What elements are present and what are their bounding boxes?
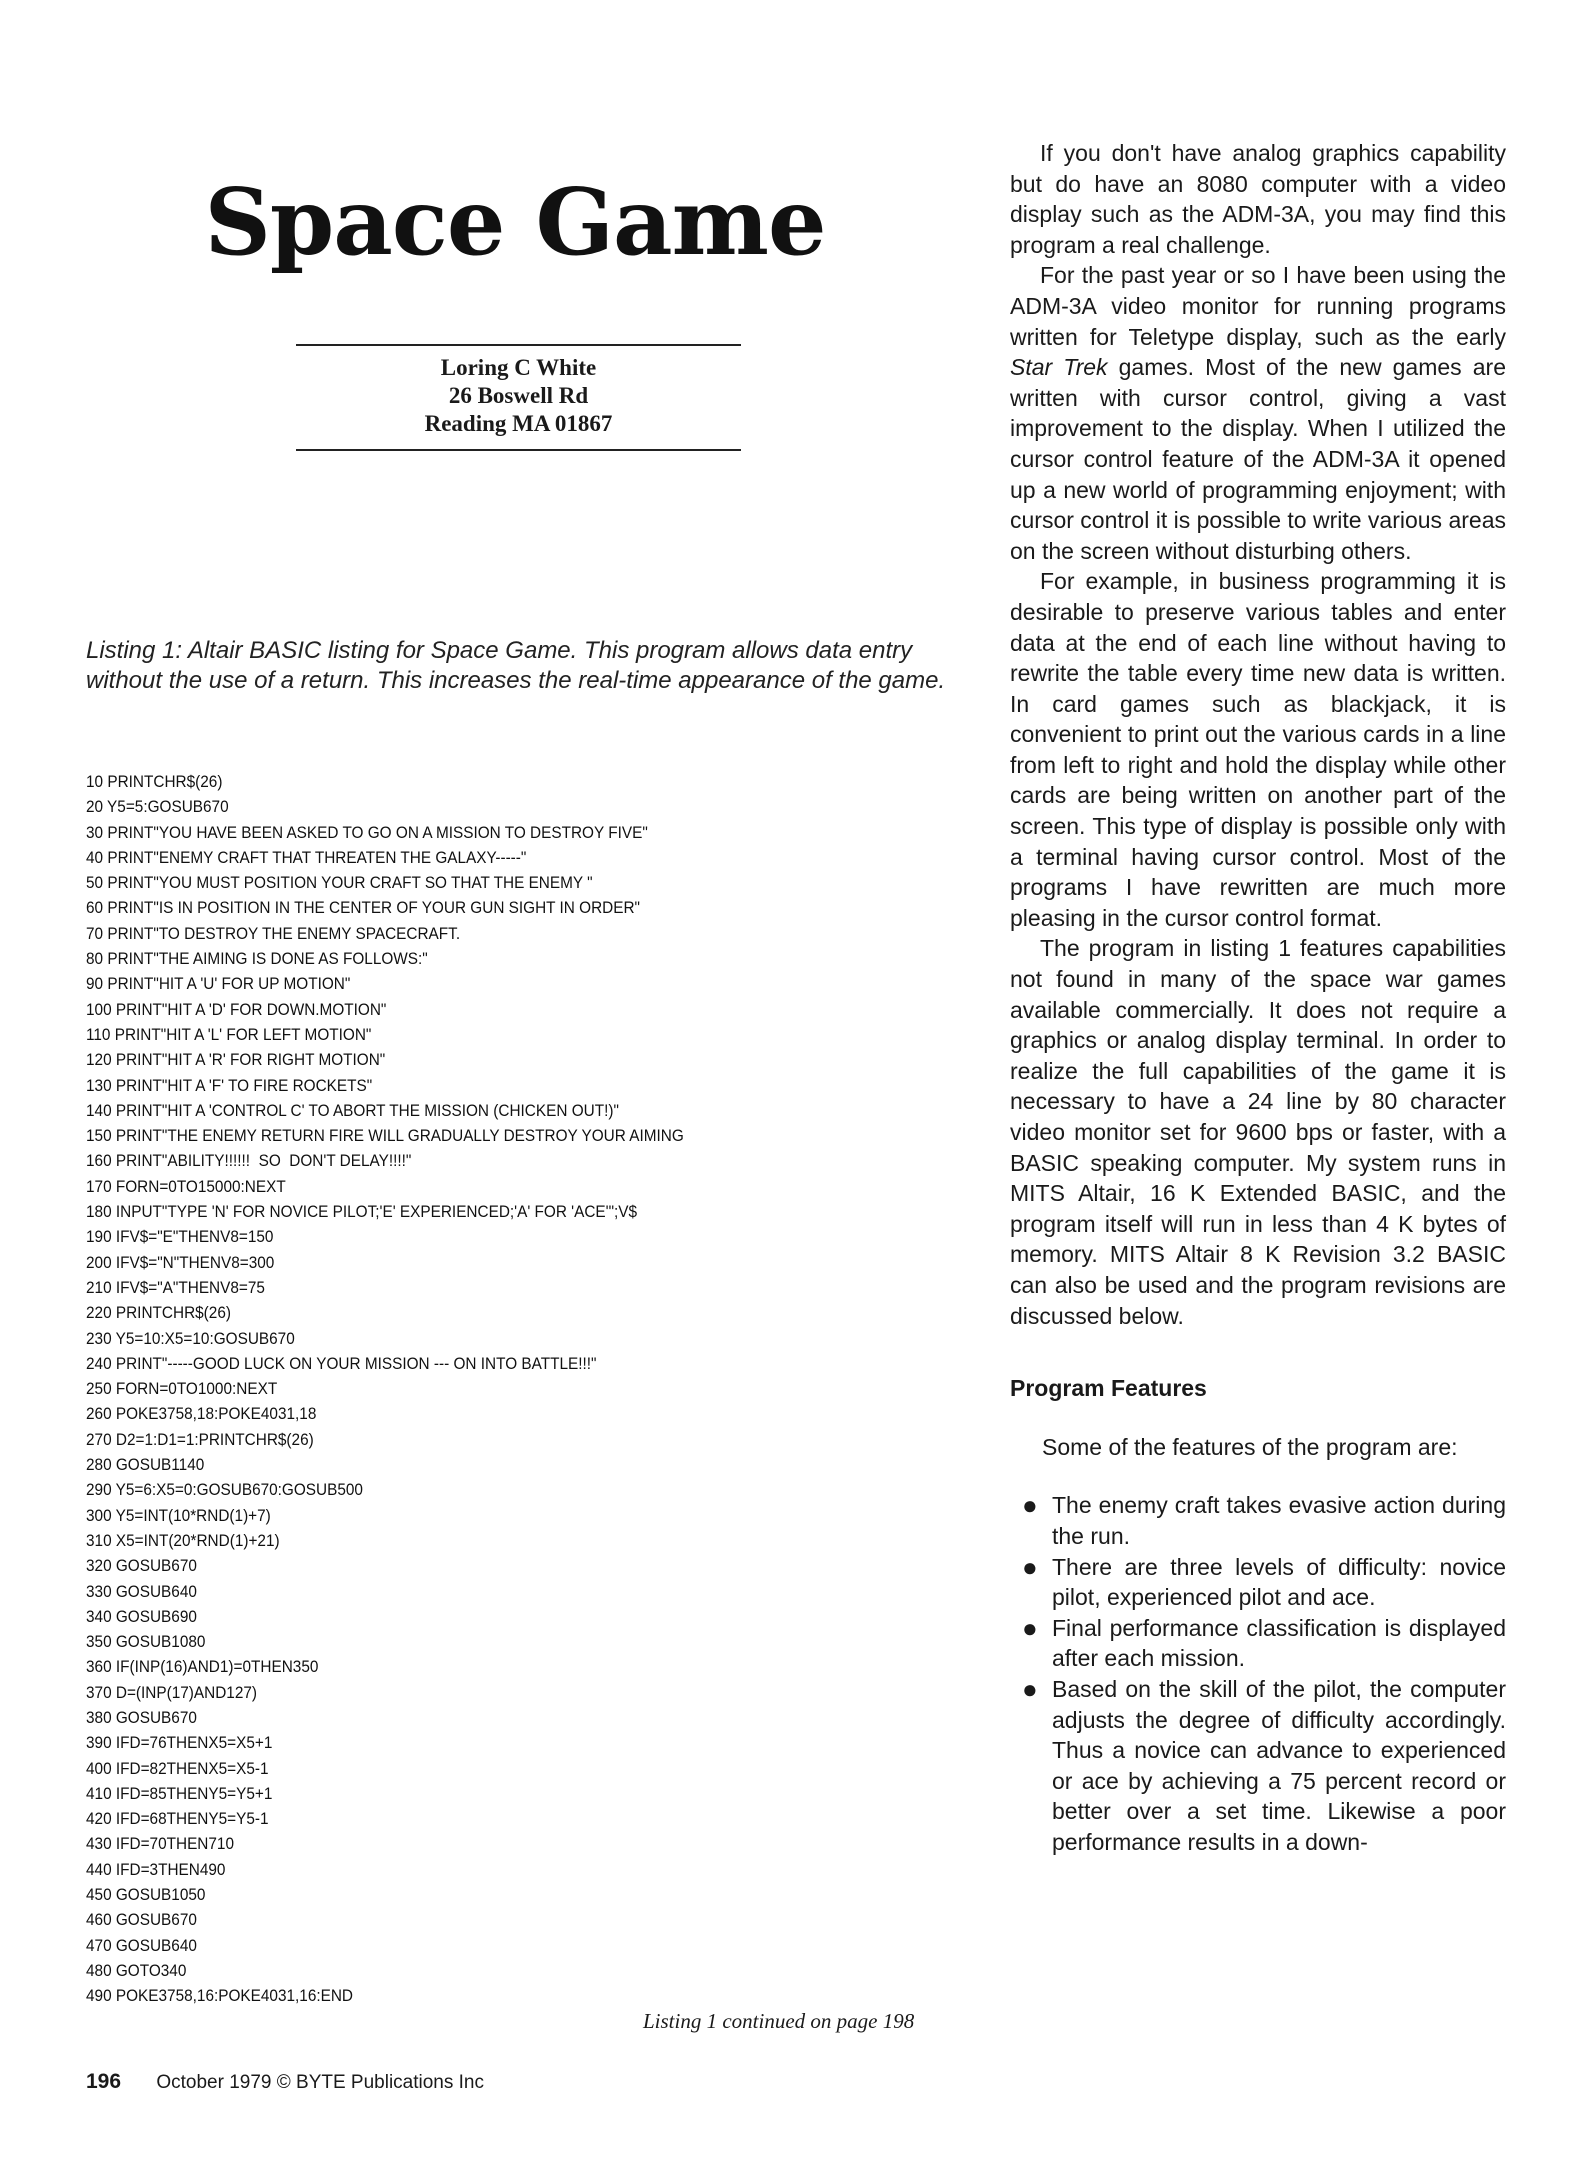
code-line: 10 PRINTCHR$(26) <box>86 773 223 791</box>
feature-text: Based on the skill of the pilot, the computer adjusts the degree of difficulty accordingly. Thus a novice can advance to experienced or ace by achieving a 75 percent record or better over a set time. Likewise a poor performance results in a down- <box>1052 1675 1506 1855</box>
code-line: 460 GOSUB670 <box>86 1911 197 1930</box>
paragraph-2-end: games. Most of the new games are written with cursor control, giving a vast improvement to the display. When I utilized the cursor control feature of the ADM-3A it opened up a new world of programming enjoyment; with cursor control it is possible to write various areas on the screen without disturbing others. <box>1010 354 1506 564</box>
code-line: 270 D2=1:D1=1:PRINTCHR$(26) <box>86 1430 314 1449</box>
code-line: 360 IF(INP(16)AND1)=0THEN350 <box>86 1658 319 1677</box>
code-line: 170 FORN=0TO15000:NEXT <box>86 1177 286 1196</box>
code-line: 440 IFD=3THEN490 <box>86 1860 226 1879</box>
code-line: 130 PRINT"HIT A 'F' TO FIRE ROCKETS" <box>86 1076 373 1095</box>
page-number: 196 <box>86 2070 122 2093</box>
code-line: 140 PRINT"HIT A 'CONTROL C' TO ABORT THE MISSION (CHICKEN OUT!)" <box>86 1101 619 1120</box>
paragraph-1: If you don't have analog graphics capability but do have an 8080 computer with a video display such as the ADM-3A, you may find this program a real challenge. <box>1010 140 1506 258</box>
code-line: 200 IFV$="N"THENV8=300 <box>86 1253 275 1272</box>
code-line: 330 GOSUB640 <box>86 1582 197 1601</box>
code-line: 120 PRINT"HIT A 'R' FOR RIGHT MOTION" <box>86 1051 386 1070</box>
code-line: 50 PRINT"YOU MUST POSITION YOUR CRAFT SO THAT THE ENEMY " <box>86 874 593 893</box>
listing-continued-note: Listing 1 continued on page 198 <box>643 2009 915 2033</box>
article-title: Space Game <box>204 168 826 276</box>
footer-copyright: October 1979 © BYTE Publications Inc <box>156 2072 484 2093</box>
code-line: 300 Y5=INT(10*RND(1)+7) <box>86 1506 271 1525</box>
code-line: 20 Y5=5:GOSUB670 <box>86 798 229 817</box>
code-line: 60 PRINT"IS IN POSITION IN THE CENTER OF YOUR GUN SIGHT IN ORDER" <box>86 899 641 918</box>
paragraph-2-start: For the past year or so I have been using the ADM-3A video monitor for running programs written for Teletype display, such as the early <box>1010 262 1506 350</box>
author-name: Loring C White <box>440 355 597 380</box>
feature-text: Final performance classification is displayed after each mission. <box>1052 1614 1506 1672</box>
code-line: 190 IFV$="E"THENV8=150 <box>86 1228 274 1247</box>
author-street: 26 Boswell Rd <box>448 383 589 408</box>
code-line: 100 PRINT"HIT A 'D' FOR DOWN.MOTION" <box>86 1000 387 1019</box>
feature-item <box>1010 1674 1506 1858</box>
code-line: 320 GOSUB670 <box>86 1557 197 1576</box>
feature-item <box>1010 1613 1506 1674</box>
body-column <box>1010 138 1506 1857</box>
author-city: Reading MA 01867 <box>424 411 613 436</box>
code-line: 80 PRINT"THE AIMING IS DONE AS FOLLOWS:" <box>86 950 428 969</box>
code-line: 150 PRINT"THE ENEMY RETURN FIRE WILL GRADUALLY DESTROY YOUR AIMING <box>86 1127 684 1146</box>
star-trek-title: Star Trek <box>1010 354 1108 381</box>
code-line: 40 PRINT"ENEMY CRAFT THAT THREATEN THE GALAXY-----" <box>86 848 527 867</box>
code-line: 280 GOSUB1140 <box>86 1456 205 1475</box>
code-line: 470 GOSUB640 <box>86 1936 197 1955</box>
code-line: 290 Y5=6:X5=0:GOSUB670:GOSUB500 <box>86 1481 363 1500</box>
code-line: 240 PRINT"-----GOOD LUCK ON YOUR MISSION --- ON INTO BATTLE!!!" <box>86 1354 597 1373</box>
paragraph-3: For example, in business programming it is desirable to preserve various tables and enter data at the end of each line without having to rewrite the table every time new data is written. In card games such as blackjack, it is convenient to print out the various cards in a line from left to right and hold the display while other cards are being written on another part of the screen. This type of display is possible only with a terminal having cursor control. Most of the programs I have rewritten are much more pleasing in the cursor control format. <box>1010 568 1506 931</box>
code-line: 70 PRINT"TO DESTROY THE ENEMY SPACECRAFT. <box>86 924 461 943</box>
code-line: 260 POKE3758,18:POKE4031,18 <box>86 1405 317 1424</box>
code-line: 480 GOTO340 <box>86 1961 187 1980</box>
code-line: 490 POKE3758,16:POKE4031,16:END <box>86 1987 354 2006</box>
feature-text: The enemy craft takes evasive action during the run. <box>1052 1492 1506 1549</box>
page-footer <box>86 2070 484 2094</box>
code-line: 110 PRINT"HIT A 'L' FOR LEFT MOTION" <box>86 1025 372 1044</box>
paragraph-4: The program in listing 1 features capabilities not found in many of the space war games available commercially. It does not require a graphics or analog display terminal. In order to realize the full capabilities of the game it is necessary to have a 24 line by 80 character video monitor set for 9600 bps or faster, with a BASIC speaking computer. My system runs in MITS Altair, 16 K Extended BASIC, and the program itself will run in less than 4 K bytes of memory. MITS Altair 8 K Revision 3.2 BASIC can also be used and the program revisions are discussed below. <box>1010 935 1506 1329</box>
code-line: 250 FORN=0TO1000:NEXT <box>86 1380 278 1399</box>
code-line: 90 PRINT"HIT A 'U' FOR UP MOTION" <box>86 975 351 994</box>
bullet-icon: ● <box>1022 1551 1038 1582</box>
code-line: 430 IFD=70THEN710 <box>86 1835 235 1854</box>
code-line: 350 GOSUB1080 <box>86 1633 206 1652</box>
bullet-icon: ● <box>1022 1490 1038 1521</box>
features-list <box>1010 1490 1506 1857</box>
code-line: 160 PRINT"ABILITY!!!!!! SO DON'T DELAY!!!!" <box>86 1152 412 1171</box>
code-line: 370 D=(INP(17)AND127) <box>86 1683 258 1702</box>
section-heading: Program Features <box>1010 1375 1207 1402</box>
divider-top <box>296 344 741 346</box>
code-line: 380 GOSUB670 <box>86 1708 197 1727</box>
code-line: 210 IFV$="A"THENV8=75 <box>86 1278 265 1297</box>
bullet-icon: ● <box>1022 1612 1038 1643</box>
code-line: 420 IFD=68THENY5=Y5-1 <box>86 1810 269 1829</box>
code-line: 450 GOSUB1050 <box>86 1886 206 1905</box>
code-line: 180 INPUT"TYPE 'N' FOR NOVICE PILOT;'E' EXPERIENCED;'A' FOR 'ACE'";V$ <box>86 1203 638 1222</box>
code-line: 230 Y5=10:X5=10:GOSUB670 <box>86 1329 295 1348</box>
code-listing <box>86 770 904 2010</box>
code-line: 400 IFD=82THENX5=X5-1 <box>86 1759 269 1778</box>
code-line: 30 PRINT"YOU HAVE BEEN ASKED TO GO ON A MISSION TO DESTROY FIVE" <box>86 823 648 842</box>
divider-bottom <box>296 449 741 451</box>
feature-text: There are three levels of difficulty: novice pilot, experienced pilot and ace. <box>1052 1553 1506 1611</box>
code-line: 410 IFD=85THENY5=Y5+1 <box>86 1784 273 1803</box>
feature-item <box>1010 1490 1506 1551</box>
feature-item <box>1010 1552 1506 1613</box>
paragraph-2 <box>1010 260 1506 566</box>
listing-caption: Listing 1: Altair BASIC listing for Space Game. This program allows data entry without the use of a return. This increases the real-time appearance of the game. <box>86 637 946 694</box>
code-line: 220 PRINTCHR$(26) <box>86 1304 231 1323</box>
code-line: 390 IFD=76THENX5=X5+1 <box>86 1734 273 1753</box>
bullet-icon: ● <box>1022 1673 1038 1704</box>
code-line: 310 X5=INT(20*RND(1)+21) <box>86 1531 280 1550</box>
author-block <box>296 354 741 438</box>
features-intro: Some of the features of the program are: <box>1042 1433 1458 1460</box>
code-line: 340 GOSUB690 <box>86 1607 197 1626</box>
